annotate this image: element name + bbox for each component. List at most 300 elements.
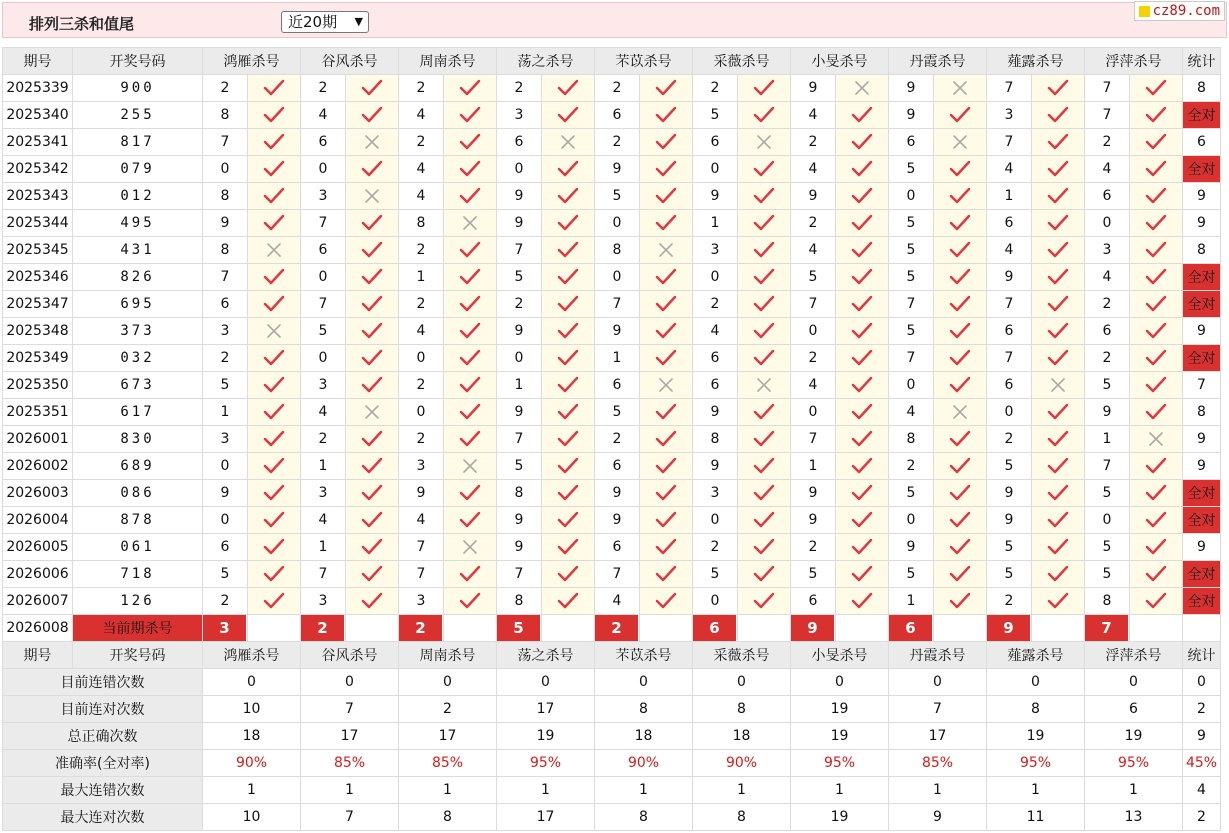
kill-value: 6 <box>595 372 640 399</box>
check-icon <box>248 480 301 507</box>
check-icon <box>542 453 595 480</box>
check-icon <box>934 561 987 588</box>
stats-value: 1 <box>791 777 889 804</box>
check-icon <box>542 237 595 264</box>
check-icon <box>248 129 301 156</box>
kill-value: 5 <box>889 210 934 237</box>
kill-value: 8 <box>595 237 640 264</box>
stats-value: 19 <box>1085 723 1183 750</box>
stats-value: 9 <box>1183 723 1221 750</box>
check-icon <box>346 237 399 264</box>
kill-value: 0 <box>987 399 1032 426</box>
draw-numbers: 695 <box>73 291 203 318</box>
kill-value: 2 <box>987 426 1032 453</box>
check-icon <box>836 399 889 426</box>
check-icon <box>836 426 889 453</box>
kill-value: 2 <box>399 129 444 156</box>
kill-value: 7 <box>595 561 640 588</box>
check-icon <box>836 507 889 534</box>
table-row <box>3 291 1221 318</box>
check-icon <box>836 291 889 318</box>
check-icon <box>346 561 399 588</box>
kill-value: 1 <box>497 372 542 399</box>
stats-value: 85% <box>399 750 497 777</box>
check-icon <box>346 588 399 615</box>
kill-value: 7 <box>889 291 934 318</box>
draw-numbers: 830 <box>73 426 203 453</box>
kill-value: 8 <box>497 480 542 507</box>
check-icon <box>1130 561 1183 588</box>
check-icon <box>934 318 987 345</box>
check-icon <box>1130 102 1183 129</box>
check-icon <box>542 480 595 507</box>
kill-value: 6 <box>497 129 542 156</box>
row-stat: 9 <box>1183 210 1221 237</box>
kill-value: 9 <box>595 507 640 534</box>
current-kill-cell <box>791 615 836 642</box>
header-row <box>3 48 1221 75</box>
check-icon <box>1130 588 1183 615</box>
column-header: 周南杀号 <box>399 642 497 669</box>
check-icon <box>1130 237 1183 264</box>
kill-value: 2 <box>1085 291 1130 318</box>
check-icon <box>444 507 497 534</box>
check-icon <box>542 561 595 588</box>
stats-value: 17 <box>889 723 987 750</box>
kill-value: 7 <box>497 426 542 453</box>
stats-value: 7 <box>301 804 399 831</box>
cross-icon <box>346 399 399 426</box>
table-row <box>3 75 1221 102</box>
table-row <box>3 480 1221 507</box>
kill-value: 2 <box>791 534 836 561</box>
check-icon <box>934 291 987 318</box>
kill-value: 9 <box>791 75 836 102</box>
stats-value: 1 <box>693 777 791 804</box>
kill-value: 6 <box>301 129 346 156</box>
check-icon <box>542 588 595 615</box>
stats-value: 90% <box>693 750 791 777</box>
stats-value: 19 <box>791 696 889 723</box>
issue-number: 2025345 <box>3 237 73 264</box>
kill-value: 9 <box>889 75 934 102</box>
kill-value: 5 <box>1085 561 1130 588</box>
stats-value: 45% <box>1183 750 1221 777</box>
kill-value: 7 <box>987 129 1032 156</box>
kill-value: 5 <box>1085 372 1130 399</box>
check-icon <box>1032 480 1085 507</box>
check-icon <box>444 102 497 129</box>
stats-value: 1 <box>301 777 399 804</box>
kill-value: 4 <box>301 102 346 129</box>
kill-value: 2 <box>203 345 248 372</box>
check-icon <box>542 102 595 129</box>
kill-value: 0 <box>889 183 934 210</box>
kill-value: 3 <box>399 453 444 480</box>
top-bar <box>2 2 1227 38</box>
check-icon <box>1032 237 1085 264</box>
kill-value: 1 <box>301 534 346 561</box>
stats-value: 8 <box>595 696 693 723</box>
kill-value: 5 <box>497 264 542 291</box>
kill-value: 0 <box>693 156 738 183</box>
kill-value: 9 <box>889 102 934 129</box>
kill-value: 0 <box>203 453 248 480</box>
check-icon <box>738 426 791 453</box>
kill-value: 8 <box>693 426 738 453</box>
row-stat: 全对 <box>1183 264 1221 291</box>
check-icon <box>248 426 301 453</box>
kill-value: 8 <box>203 183 248 210</box>
kill-value: 9 <box>693 453 738 480</box>
kill-value: 7 <box>791 426 836 453</box>
kill-value: 5 <box>889 480 934 507</box>
row-stat: 9 <box>1183 453 1221 480</box>
check-icon <box>1032 156 1085 183</box>
kill-value: 7 <box>301 561 346 588</box>
stats-value: 1 <box>889 777 987 804</box>
row-stat: 6 <box>1183 129 1221 156</box>
stats-value: 8 <box>595 804 693 831</box>
check-icon <box>836 264 889 291</box>
stats-value: 9 <box>889 804 987 831</box>
kill-value: 3 <box>1085 237 1130 264</box>
kill-value: 9 <box>693 183 738 210</box>
cross-icon <box>444 210 497 237</box>
kill-value: 4 <box>987 156 1032 183</box>
check-icon <box>248 588 301 615</box>
draw-numbers: 255 <box>73 102 203 129</box>
row-stat: 全对 <box>1183 291 1221 318</box>
cross-icon <box>640 237 693 264</box>
check-icon <box>1130 210 1183 237</box>
kill-value: 6 <box>889 129 934 156</box>
stats-row <box>3 804 1221 831</box>
check-icon <box>444 237 497 264</box>
kill-value: 9 <box>791 507 836 534</box>
row-stat: 9 <box>1183 426 1221 453</box>
column-header: 小旻杀号 <box>791 642 889 669</box>
issue-number: 2026003 <box>3 480 73 507</box>
kill-value: 3 <box>497 102 542 129</box>
column-header: 荡之杀号 <box>497 642 595 669</box>
draw-numbers: 826 <box>73 264 203 291</box>
check-icon <box>346 426 399 453</box>
check-icon <box>542 264 595 291</box>
stats-value: 2 <box>399 696 497 723</box>
kill-value: 4 <box>301 507 346 534</box>
column-header: 荡之杀号 <box>497 48 595 75</box>
kill-value: 1 <box>399 264 444 291</box>
kill-value: 0 <box>595 264 640 291</box>
check-icon <box>248 399 301 426</box>
column-header: 谷风杀号 <box>301 48 399 75</box>
current-kill-value: 2 <box>301 615 344 641</box>
check-icon <box>1032 75 1085 102</box>
current-kill-cell <box>203 615 248 642</box>
check-icon <box>346 75 399 102</box>
kill-value: 6 <box>987 210 1032 237</box>
kill-value: 9 <box>987 264 1032 291</box>
row-stat: 9 <box>1183 183 1221 210</box>
check-icon <box>346 291 399 318</box>
stats-value: 0 <box>301 669 399 696</box>
stats-value: 1 <box>1085 777 1183 804</box>
check-icon <box>1130 507 1183 534</box>
check-icon <box>444 156 497 183</box>
kill-value: 0 <box>497 156 542 183</box>
stats-value: 1 <box>987 777 1085 804</box>
stats-label: 准确率(全对率) <box>3 750 203 777</box>
stats-value: 0 <box>1085 669 1183 696</box>
check-icon <box>444 372 497 399</box>
check-icon <box>1130 75 1183 102</box>
draw-numbers: 617 <box>73 399 203 426</box>
check-icon <box>1032 453 1085 480</box>
kill-value: 1 <box>693 210 738 237</box>
kill-value: 6 <box>1085 318 1130 345</box>
kill-value: 5 <box>889 264 934 291</box>
kill-value: 2 <box>399 75 444 102</box>
check-icon <box>1032 507 1085 534</box>
kill-value: 7 <box>1085 102 1130 129</box>
check-icon <box>1130 399 1183 426</box>
kill-value: 0 <box>399 399 444 426</box>
draw-numbers: 495 <box>73 210 203 237</box>
stats-row <box>3 723 1221 750</box>
draw-numbers: 900 <box>73 75 203 102</box>
check-icon <box>248 534 301 561</box>
check-icon <box>640 453 693 480</box>
stats-value: 95% <box>1085 750 1183 777</box>
current-kill-cell <box>595 615 640 642</box>
kill-value: 9 <box>595 480 640 507</box>
current-kill-cell <box>301 615 346 642</box>
kill-value: 5 <box>497 453 542 480</box>
stats-value: 95% <box>791 750 889 777</box>
row-stat: 9 <box>1183 534 1221 561</box>
kill-value: 0 <box>693 507 738 534</box>
check-icon <box>444 264 497 291</box>
kill-value: 1 <box>1085 426 1130 453</box>
check-icon <box>934 588 987 615</box>
kill-value: 0 <box>595 210 640 237</box>
kill-value: 2 <box>693 534 738 561</box>
check-icon <box>934 372 987 399</box>
kill-value: 0 <box>1085 210 1130 237</box>
stats-value: 85% <box>889 750 987 777</box>
kill-value: 2 <box>595 426 640 453</box>
check-icon <box>836 534 889 561</box>
stats-label: 最大连对次数 <box>3 804 203 831</box>
table-row <box>3 210 1221 237</box>
check-icon <box>444 588 497 615</box>
kill-value: 7 <box>791 291 836 318</box>
kill-value: 3 <box>203 318 248 345</box>
row-stat: 全对 <box>1183 561 1221 588</box>
check-icon <box>738 318 791 345</box>
table-row <box>3 561 1221 588</box>
check-icon <box>934 264 987 291</box>
check-icon <box>1032 399 1085 426</box>
stats-value: 8 <box>693 696 791 723</box>
cross-icon <box>738 129 791 156</box>
kill-value: 9 <box>987 507 1032 534</box>
current-kill-cell <box>1085 615 1130 642</box>
kill-value: 7 <box>1085 75 1130 102</box>
check-icon <box>1130 345 1183 372</box>
kill-value: 0 <box>791 318 836 345</box>
check-icon <box>542 291 595 318</box>
kill-value: 2 <box>987 588 1032 615</box>
check-icon <box>836 372 889 399</box>
stats-value: 0 <box>399 669 497 696</box>
table-row <box>3 507 1221 534</box>
check-icon <box>1032 561 1085 588</box>
issue-number: 2025341 <box>3 129 73 156</box>
stats-value: 0 <box>595 669 693 696</box>
kill-value: 6 <box>987 318 1032 345</box>
stats-value: 6 <box>1085 696 1183 723</box>
check-icon <box>640 210 693 237</box>
column-header: 鸿雁杀号 <box>203 642 301 669</box>
stats-value: 19 <box>987 723 1085 750</box>
kill-value: 8 <box>399 210 444 237</box>
stats-value: 7 <box>301 696 399 723</box>
check-icon <box>738 399 791 426</box>
kill-value: 4 <box>791 237 836 264</box>
issue-number: 2025347 <box>3 291 73 318</box>
stats-value: 1 <box>399 777 497 804</box>
check-icon <box>640 156 693 183</box>
draw-numbers: 817 <box>73 129 203 156</box>
check-icon <box>542 345 595 372</box>
kill-value: 1 <box>889 588 934 615</box>
check-icon <box>444 129 497 156</box>
stats-value: 4 <box>1183 777 1221 804</box>
check-icon <box>934 237 987 264</box>
kill-value: 2 <box>399 291 444 318</box>
row-stat: 8 <box>1183 237 1221 264</box>
stats-row <box>3 750 1221 777</box>
kill-value: 3 <box>203 426 248 453</box>
cross-icon <box>836 75 889 102</box>
cross-icon <box>248 237 301 264</box>
issue-number: 2025342 <box>3 156 73 183</box>
column-header: 期号 <box>3 642 73 669</box>
stats-value: 0 <box>497 669 595 696</box>
check-icon <box>640 102 693 129</box>
draw-numbers: 012 <box>73 183 203 210</box>
issue-number: 2026004 <box>3 507 73 534</box>
kill-value: 7 <box>399 534 444 561</box>
stats-value: 8 <box>693 804 791 831</box>
current-kill-value: 2 <box>399 615 442 641</box>
check-icon <box>1130 453 1183 480</box>
check-icon <box>1032 534 1085 561</box>
check-icon <box>640 129 693 156</box>
check-icon <box>934 426 987 453</box>
check-icon <box>738 453 791 480</box>
check-icon <box>346 453 399 480</box>
check-icon <box>346 345 399 372</box>
check-icon <box>444 399 497 426</box>
table-row <box>3 534 1221 561</box>
stats-row <box>3 669 1221 696</box>
kill-value: 7 <box>889 345 934 372</box>
cross-icon <box>444 453 497 480</box>
kill-value: 9 <box>791 183 836 210</box>
kill-value: 1 <box>301 453 346 480</box>
kill-value: 6 <box>595 534 640 561</box>
check-icon <box>1032 588 1085 615</box>
check-icon <box>640 588 693 615</box>
current-kill-value: 6 <box>889 615 932 641</box>
check-icon <box>640 264 693 291</box>
check-icon <box>248 264 301 291</box>
kill-value: 4 <box>693 318 738 345</box>
site-logo[interactable] <box>1134 1 1225 21</box>
cross-icon <box>542 129 595 156</box>
kill-value: 7 <box>497 561 542 588</box>
kill-value: 5 <box>693 561 738 588</box>
check-icon <box>934 156 987 183</box>
cross-icon <box>444 534 497 561</box>
issue-number: 2026007 <box>3 588 73 615</box>
check-icon <box>934 507 987 534</box>
stats-label: 目前连错次数 <box>3 669 203 696</box>
issue-number: 2025344 <box>3 210 73 237</box>
kill-value: 2 <box>595 129 640 156</box>
issue-number: 2025346 <box>3 264 73 291</box>
stats-value: 17 <box>497 804 595 831</box>
issue-number: 2025351 <box>3 399 73 426</box>
row-stat: 7 <box>1183 372 1221 399</box>
stats-value: 95% <box>497 750 595 777</box>
stats-value: 0 <box>987 669 1085 696</box>
kill-value: 5 <box>987 534 1032 561</box>
stats-value: 19 <box>497 723 595 750</box>
stats-value: 18 <box>595 723 693 750</box>
kill-value: 8 <box>497 588 542 615</box>
stats-value: 18 <box>693 723 791 750</box>
stats-value: 1 <box>497 777 595 804</box>
check-icon <box>934 183 987 210</box>
draw-numbers: 061 <box>73 534 203 561</box>
issue-number: 2026006 <box>3 561 73 588</box>
draw-numbers: 079 <box>73 156 203 183</box>
stats-value: 17 <box>301 723 399 750</box>
check-icon <box>934 345 987 372</box>
empty-cell <box>1183 615 1221 642</box>
kill-value: 4 <box>399 102 444 129</box>
column-header: 采薇杀号 <box>693 642 791 669</box>
kill-value: 6 <box>791 588 836 615</box>
kill-value: 5 <box>1085 534 1130 561</box>
check-icon <box>346 210 399 237</box>
table-row <box>3 102 1221 129</box>
column-header: 开奖号码 <box>73 642 203 669</box>
period-select[interactable] <box>281 11 369 33</box>
check-icon <box>1130 183 1183 210</box>
header-row <box>3 642 1221 669</box>
check-icon <box>346 507 399 534</box>
kill-value: 0 <box>203 156 248 183</box>
kill-value: 0 <box>301 264 346 291</box>
issue-number: 2025350 <box>3 372 73 399</box>
check-icon <box>640 561 693 588</box>
current-kill-cell <box>987 615 1032 642</box>
